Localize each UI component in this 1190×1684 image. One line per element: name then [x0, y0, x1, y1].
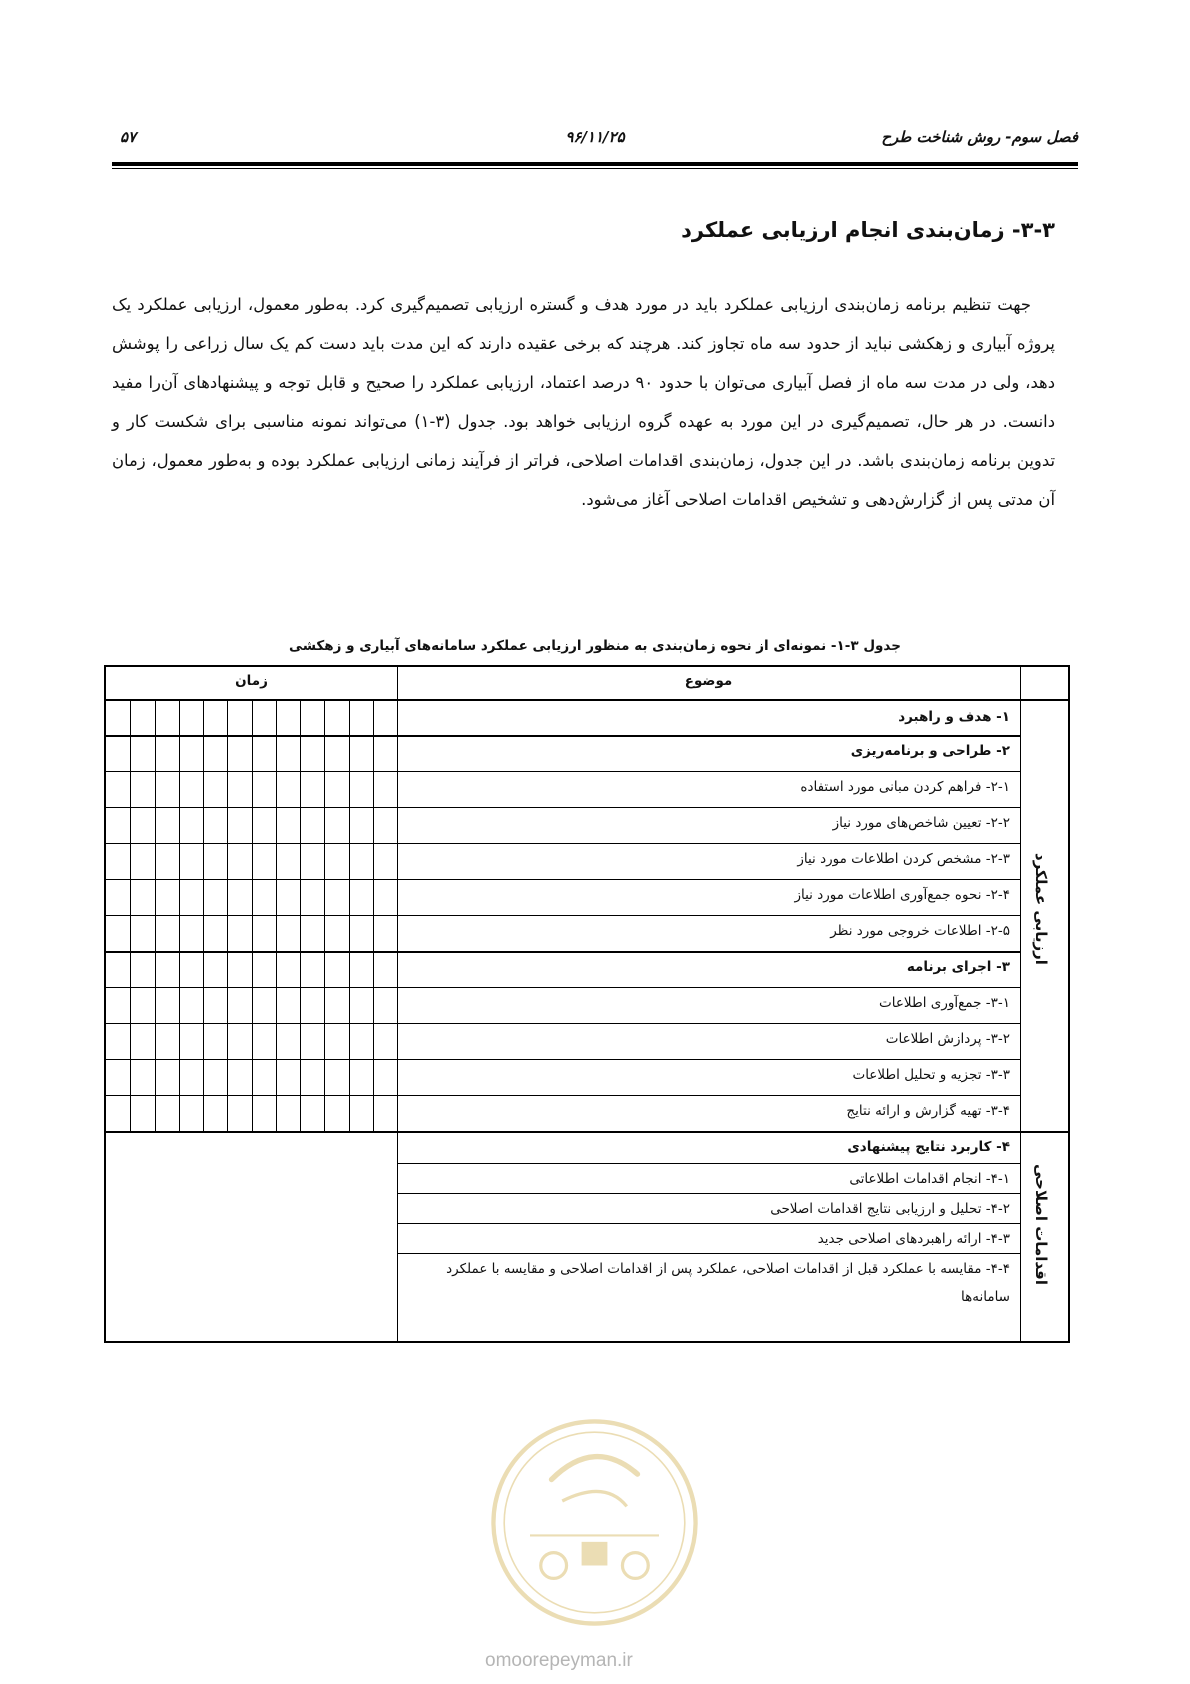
table-row: ۴-۳- ارائه راهبردهای اصلاحی جدید	[817, 1231, 1010, 1247]
row-separator	[106, 771, 1020, 772]
header-topic: موضوع	[684, 673, 733, 689]
header-bottom-rule	[106, 699, 1068, 701]
row-separator	[397, 1193, 1020, 1194]
time-grid-line	[324, 701, 325, 1131]
table-row: ۴-۴- مقایسه با عملکرد قبل از اقدامات اصلاحی، عملکرد پس از اقدامات اصلاحی و مقایسه با عملکرد سامانه‌ها	[446, 1261, 1010, 1305]
group-column-divider	[1020, 667, 1021, 1341]
table-row: ۲-۳- مشخص کردن اطلاعات مورد نیاز	[797, 851, 1010, 867]
table-caption: جدول ۳-۱- نمونه‌ای از نحوه زمان‌بندی به منظور ارزیابی عملکرد سامانه‌های آبیاری و زهکشی	[289, 638, 901, 654]
table-section-row: ۱- هدف و راهبرد	[898, 709, 1010, 725]
row-separator	[106, 1095, 1020, 1096]
time-grid-line	[252, 701, 253, 1131]
row-separator	[106, 843, 1020, 844]
row-separator	[106, 915, 1020, 916]
watermark-logo	[487, 1415, 702, 1630]
header-rule-thin	[112, 168, 1078, 169]
section-separator	[106, 951, 1020, 953]
table-row: ۲-۲- تعیین شاخص‌های مورد نیاز	[832, 815, 1010, 831]
time-grid-line	[203, 701, 204, 1131]
table-row: ۴-۱- انجام اقدامات اطلاعاتی	[849, 1171, 1010, 1187]
header-rule	[112, 162, 1078, 166]
body-paragraph-block	[112, 285, 1055, 519]
row-separator	[106, 807, 1020, 808]
table-row: ۳-۱- جمع‌آوری اطلاعات	[879, 995, 1010, 1011]
row-separator	[106, 1023, 1020, 1024]
row-separator	[397, 1253, 1020, 1254]
row-separator	[106, 1059, 1020, 1060]
body-paragraph: جهت تنظیم برنامه زمان‌بندی ارزیابی عملکرد باید در مورد هدف و گستره ارزیابی تصمیم‌گیری کرد. به‌طور معمول، ارزیابی عملکرد یک پروژه آبیاری و زهکشی نباید از حدود سه ماه تجاوز کند. هرچند که برخی عقیده دارند که این مدت باید دست کم یک سال زراعی را پوشش دهد، ولی در مدت سه ماه از فصل آبیاری می‌توان با حدود ۹۰ درصد اعتماد، ارزیابی عملکرد را صحیح و قابل توجه و پیشنهادهای آن‌را مفید دانست. در هر حال، تصمیم‌گیری در این مورد به عهده گروه ارزیابی خواهد بود. جدول (۳-۱) می‌تواند نمونه مناسبی برای شکست کار و تدوین برنامه زمان‌بندی باشد. در این جدول، زمان‌بندی اقدامات اصلاحی، فراتر از فرآیند زمانی ارزیابی عملکرد بوده و به‌طور معمول، زمان آن مدتی پس از گزارش‌دهی و تشخیص اقدامات اصلاحی آغاز می‌شود.	[112, 295, 1056, 509]
header-time: زمان	[235, 673, 268, 689]
section-separator	[106, 735, 1020, 737]
time-grid-line	[155, 701, 156, 1131]
header-date: ۹۶/۱۱/۲۵	[565, 128, 625, 146]
table-row: ۳-۴- تهیه گزارش و ارائه نتایج	[846, 1103, 1010, 1119]
table-section-row: ۳- اجرای برنامه	[906, 959, 1010, 975]
group-separator	[106, 1131, 1068, 1133]
time-grid-line	[276, 701, 277, 1131]
table-row: ۴-۲- تحلیل و ارزیابی نتایج اقدامات اصلاحی	[770, 1201, 1010, 1217]
page-header	[112, 128, 1078, 164]
table-section-row: ۲- طراحی و برنامه‌ریزی	[850, 743, 1010, 759]
time-grid-line	[349, 701, 350, 1131]
table-row: ۳-۲- پردازش اطلاعات	[885, 1031, 1010, 1047]
time-grid-line	[300, 701, 301, 1131]
group-label-evaluation: ارزیابی عملکرد	[1032, 853, 1050, 965]
chapter-title: فصل سوم- روش شناخت طرح	[881, 128, 1078, 146]
table-row: ۳-۳- تجزیه و تحلیل اطلاعات	[852, 1067, 1010, 1083]
section-title: ۳-۳- زمان‌بندی انجام ارزیابی عملکرد	[681, 218, 1055, 242]
topic-time-divider	[397, 667, 398, 1341]
time-grid-line	[179, 701, 180, 1131]
table-row: ۲-۴- نحوه جمع‌آوری اطلاعات مورد نیاز	[794, 887, 1010, 903]
page-number: ۵۷	[120, 128, 137, 146]
table-section-row: ۴- کاربرد نتایج پیشنهادی	[847, 1139, 1010, 1155]
row-separator	[397, 1163, 1020, 1164]
schedule-table	[104, 665, 1070, 1343]
table-row: ۲-۵- اطلاعات خروجی مورد نظر	[830, 923, 1010, 939]
time-grid-line	[373, 701, 374, 1131]
table-row: ۲-۱- فراهم کردن مبانی مورد استفاده	[800, 779, 1010, 795]
group-label-corrective: اقدامات اصلاحی	[1032, 1163, 1050, 1285]
row-separator	[106, 879, 1020, 880]
row-separator	[106, 987, 1020, 988]
time-grid-line	[227, 701, 228, 1131]
watermark-site: omoorepeyman.ir	[485, 1650, 633, 1671]
row-separator	[397, 1223, 1020, 1224]
time-grid-line	[130, 701, 131, 1131]
